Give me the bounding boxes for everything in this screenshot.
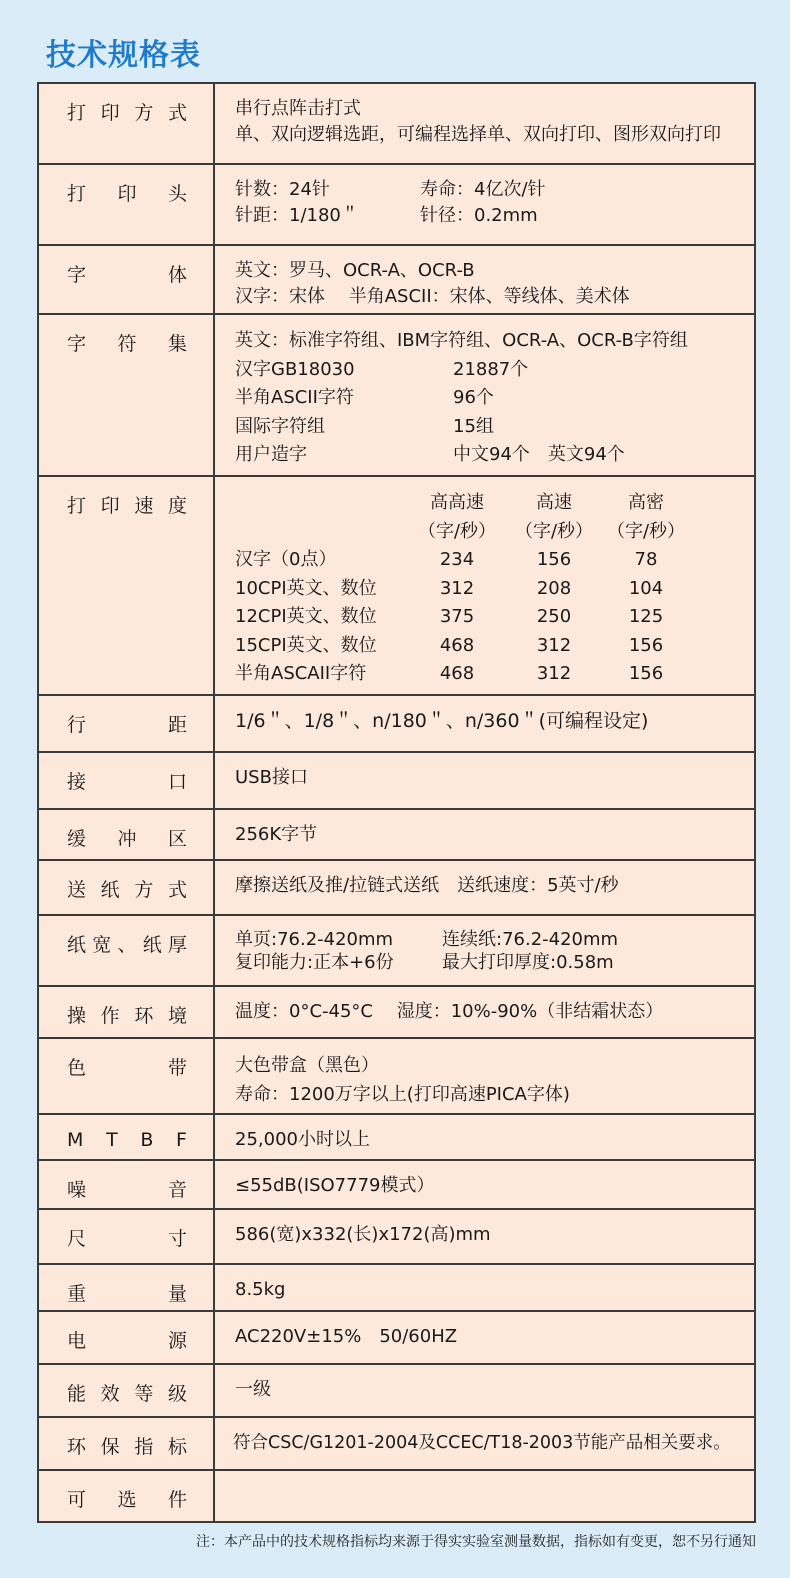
row-value: 1/6＂、1/8＂、n/180＂、n/360＂(可编程设定) <box>214 695 755 752</box>
label-char: 重 <box>67 1283 87 1305</box>
label-char: 缓 <box>67 828 87 850</box>
row-value: 温度：0°C-45°C 湿度：10%-90%（非结霜状态） <box>214 986 755 1038</box>
label-char: 件 <box>167 1489 187 1511</box>
row-efficiency <box>38 1364 755 1417</box>
label-text <box>67 930 187 957</box>
speed-unit: （字/秒） <box>606 520 686 542</box>
label-char: 能 <box>67 1383 87 1405</box>
row-label <box>38 1114 214 1160</box>
max-thickness: 最大打印厚度:0.58m <box>442 952 614 973</box>
row-environment <box>38 986 755 1038</box>
row-ribbon <box>38 1038 755 1114</box>
charset-name: 用户造字 <box>235 444 307 465</box>
label-text <box>67 710 187 737</box>
label-text <box>67 1485 187 1512</box>
row-power <box>38 1311 755 1364</box>
label-char: 尺 <box>67 1228 87 1250</box>
speed-value: 156 <box>628 634 664 656</box>
row-label <box>38 1160 214 1209</box>
label-text <box>67 1432 187 1459</box>
speed-value: 250 <box>536 606 572 627</box>
label-text <box>67 824 187 851</box>
row-label <box>38 986 214 1038</box>
label-char: 送 <box>67 879 87 901</box>
row-label <box>38 695 214 752</box>
label-text <box>67 260 187 287</box>
label-char: 打 <box>67 495 87 517</box>
speed-value: 312 <box>439 577 475 599</box>
label-char: M <box>67 1129 84 1151</box>
label-char: 作 <box>100 1005 120 1027</box>
row-label <box>38 1209 214 1264</box>
row-value <box>214 476 755 695</box>
speed-value: 156 <box>536 549 572 570</box>
label-char: 可 <box>67 1489 87 1511</box>
row-value: 8.5kg <box>214 1264 755 1311</box>
row-label <box>38 1364 214 1417</box>
row-value: 符合CSC/G1201-2004及CCEC/T18-2003节能产品相关要求。 <box>214 1417 755 1470</box>
label-text <box>67 1053 187 1080</box>
label-text <box>67 1175 187 1202</box>
charset-value: 15组 <box>453 415 494 437</box>
value-line: 汉字：宋体 半角ASCII：宋体、等线体、美术体 <box>235 286 630 307</box>
label-char: 式 <box>167 879 187 901</box>
speed-unit: （字/秒） <box>514 520 594 542</box>
label-char: 标 <box>167 1436 187 1458</box>
row-value: 256K字节 <box>214 809 755 860</box>
label-char: 印 <box>100 495 120 517</box>
label-text <box>67 1379 187 1406</box>
speed-value: 125 <box>628 606 664 627</box>
label-char: 头 <box>167 183 187 205</box>
row-value <box>214 314 755 476</box>
value-line: 英文：罗马、OCR-A、OCR-B <box>235 260 475 281</box>
label-text <box>67 1326 187 1353</box>
footnote: 注：本产品中的技术规格指标均来源于得实实验室测量数据，指标如有变更，恕不另行通知 <box>196 1534 756 1550</box>
label-char: 纸 <box>100 879 120 901</box>
row-value: 25,000小时以上 <box>214 1114 755 1160</box>
row-label <box>38 83 214 164</box>
label-char: 方 <box>134 879 154 901</box>
label-char: 印 <box>117 183 137 205</box>
row-label <box>38 245 214 314</box>
label-text <box>67 1279 187 1306</box>
charset-name: 汉字GB18030 <box>235 358 355 380</box>
speed-value: 234 <box>439 549 475 570</box>
speed-value: 78 <box>634 549 658 570</box>
speed-value: 468 <box>439 663 475 684</box>
speed-value: 104 <box>628 577 664 599</box>
row-buffer <box>38 809 755 860</box>
row-size <box>38 1209 755 1264</box>
charset-value: 中文94个 英文94个 <box>453 444 625 465</box>
pin-count: 针数：24针 <box>235 179 330 200</box>
pin-life: 寿命：4亿次/针 <box>420 179 546 200</box>
label-char: 带 <box>167 1057 187 1079</box>
pin-pitch: 针距：1/180＂ <box>235 205 359 226</box>
label-char: 等 <box>134 1383 154 1405</box>
label-char: 厚 <box>167 934 187 956</box>
label-char: 源 <box>167 1330 187 1352</box>
page-title: 技术规格表 <box>46 38 201 73</box>
row-value <box>214 83 755 164</box>
value-line: 大色带盒（黑色） <box>235 1055 379 1076</box>
copy-ability: 复印能力:正本+6份 <box>235 952 394 973</box>
label-char: 寸 <box>167 1228 187 1250</box>
label-char: 集 <box>167 333 187 355</box>
label-char: 色 <box>67 1057 87 1079</box>
row-line-spacing <box>38 695 755 752</box>
speed-grid <box>235 489 754 689</box>
row-paper-feed <box>38 860 755 915</box>
row-noise <box>38 1160 755 1209</box>
row-optional <box>38 1470 755 1522</box>
label-char: 速 <box>134 495 154 517</box>
label-text <box>67 767 187 794</box>
pin-diameter: 针径：0.2mm <box>420 205 538 226</box>
paper-continuous: 连续纸:76.2-420mm <box>442 929 619 950</box>
value-line: 串行点阵击打式 <box>235 98 361 119</box>
row-print-speed <box>38 476 755 695</box>
label-char: 冲 <box>117 828 137 850</box>
speed-row-name: 10CPI英文、数位 <box>235 577 377 599</box>
row-value: 586(宽)x332(长)x172(高)mm <box>214 1209 755 1264</box>
label-char: 式 <box>167 102 187 124</box>
label-char: 环 <box>134 1005 154 1027</box>
row-eco <box>38 1417 755 1470</box>
row-label <box>38 860 214 915</box>
label-char: 量 <box>167 1283 187 1305</box>
label-text <box>67 179 187 206</box>
row-label <box>38 314 214 476</box>
label-text <box>67 491 187 518</box>
row-value: 一级 <box>214 1364 755 1417</box>
row-label <box>38 1417 214 1470</box>
label-char: 宽 <box>92 934 112 956</box>
row-label <box>38 915 214 986</box>
row-label <box>38 1311 214 1364</box>
label-char: 、 <box>117 934 137 956</box>
label-char: 字 <box>67 264 87 286</box>
label-char: 方 <box>134 102 154 124</box>
label-char: F <box>176 1129 187 1151</box>
label-text <box>67 1129 187 1151</box>
row-print-method <box>38 83 755 164</box>
row-mtbf <box>38 1114 755 1160</box>
row-value: USB接口 <box>214 752 755 809</box>
speed-row-name: 12CPI英文、数位 <box>235 606 377 627</box>
speed-value: 312 <box>536 634 572 656</box>
row-font <box>38 245 755 314</box>
label-char: 操 <box>67 1005 87 1027</box>
row-label <box>38 1264 214 1311</box>
speed-row-name: 半角ASCAII字符 <box>235 663 367 684</box>
label-text <box>67 98 187 125</box>
label-char: 口 <box>167 771 187 793</box>
row-label <box>38 809 214 860</box>
label-char: 纸 <box>142 934 162 956</box>
row-value <box>214 1038 755 1114</box>
label-text <box>67 1001 187 1028</box>
label-text <box>67 875 187 902</box>
label-char: 境 <box>167 1005 187 1027</box>
label-char: 级 <box>167 1383 187 1405</box>
speed-header: 高高速 <box>430 492 484 513</box>
row-value: AC220V±15% 50/60HZ <box>214 1311 755 1364</box>
row-value <box>214 1470 755 1522</box>
charset-value: 21887个 <box>453 358 529 380</box>
speed-header: 高速 <box>536 492 572 513</box>
label-char: 印 <box>100 102 120 124</box>
row-value <box>214 245 755 314</box>
label-char: 行 <box>67 714 87 736</box>
speed-header: 高密 <box>628 492 664 513</box>
charset-value: 96个 <box>453 387 494 408</box>
row-label <box>38 476 214 695</box>
speed-value: 208 <box>536 577 572 599</box>
speed-row-name: 汉字（0点） <box>235 549 337 570</box>
value-line: 英文：标准字符组、IBM字符组、OCR-A、OCR-B字符组 <box>235 330 688 351</box>
charset-name: 国际字符组 <box>235 415 325 437</box>
label-char: 指 <box>134 1436 154 1458</box>
speed-unit: （字/秒） <box>417 520 497 542</box>
row-label <box>38 164 214 245</box>
label-char: T <box>106 1129 118 1151</box>
label-char: 效 <box>100 1383 120 1405</box>
speed-value: 375 <box>439 606 475 627</box>
row-label <box>38 752 214 809</box>
row-value <box>214 915 755 986</box>
row-value: 摩擦送纸及推/拉链式送纸 送纸速度：5英寸/秒 <box>214 860 755 915</box>
speed-value: 312 <box>536 663 572 684</box>
label-char: 环 <box>67 1436 87 1458</box>
label-char: 字 <box>67 333 87 355</box>
row-value <box>214 164 755 245</box>
value-line: 寿命：1200万字以上(打印高速PICA字体) <box>235 1084 570 1105</box>
label-char: 打 <box>67 183 87 205</box>
speed-value: 468 <box>439 634 475 656</box>
label-char: 度 <box>167 495 187 517</box>
label-char: 纸 <box>67 934 87 956</box>
paper-single: 单页:76.2-420mm <box>235 929 394 950</box>
label-char: 打 <box>67 102 87 124</box>
label-char: 选 <box>117 1489 137 1511</box>
label-char: 符 <box>117 333 137 355</box>
charset-name: 半角ASCII字符 <box>235 387 354 408</box>
label-char: B <box>140 1129 154 1151</box>
label-char: 保 <box>100 1436 120 1458</box>
label-char: 体 <box>167 264 187 286</box>
row-label <box>38 1038 214 1114</box>
label-char: 距 <box>167 714 187 736</box>
label-char: 噪 <box>67 1179 87 1201</box>
label-char: 区 <box>167 828 187 850</box>
row-label <box>38 1470 214 1522</box>
label-text <box>67 329 187 356</box>
row-paper-width <box>38 915 755 986</box>
value-line: 单、双向逻辑选距，可编程选择单、双向打印、图形双向打印 <box>235 124 721 145</box>
label-text <box>67 1224 187 1251</box>
speed-row-name: 15CPI英文、数位 <box>235 634 377 656</box>
spec-table <box>37 82 756 1523</box>
row-weight <box>38 1264 755 1311</box>
row-charset <box>38 314 755 476</box>
speed-value: 156 <box>628 663 664 684</box>
label-char: 接 <box>67 771 87 793</box>
row-value: ≤55dB(ISO7779模式） <box>214 1160 755 1209</box>
label-char: 电 <box>67 1330 87 1352</box>
row-interface <box>38 752 755 809</box>
label-char: 音 <box>167 1179 187 1201</box>
row-print-head <box>38 164 755 245</box>
